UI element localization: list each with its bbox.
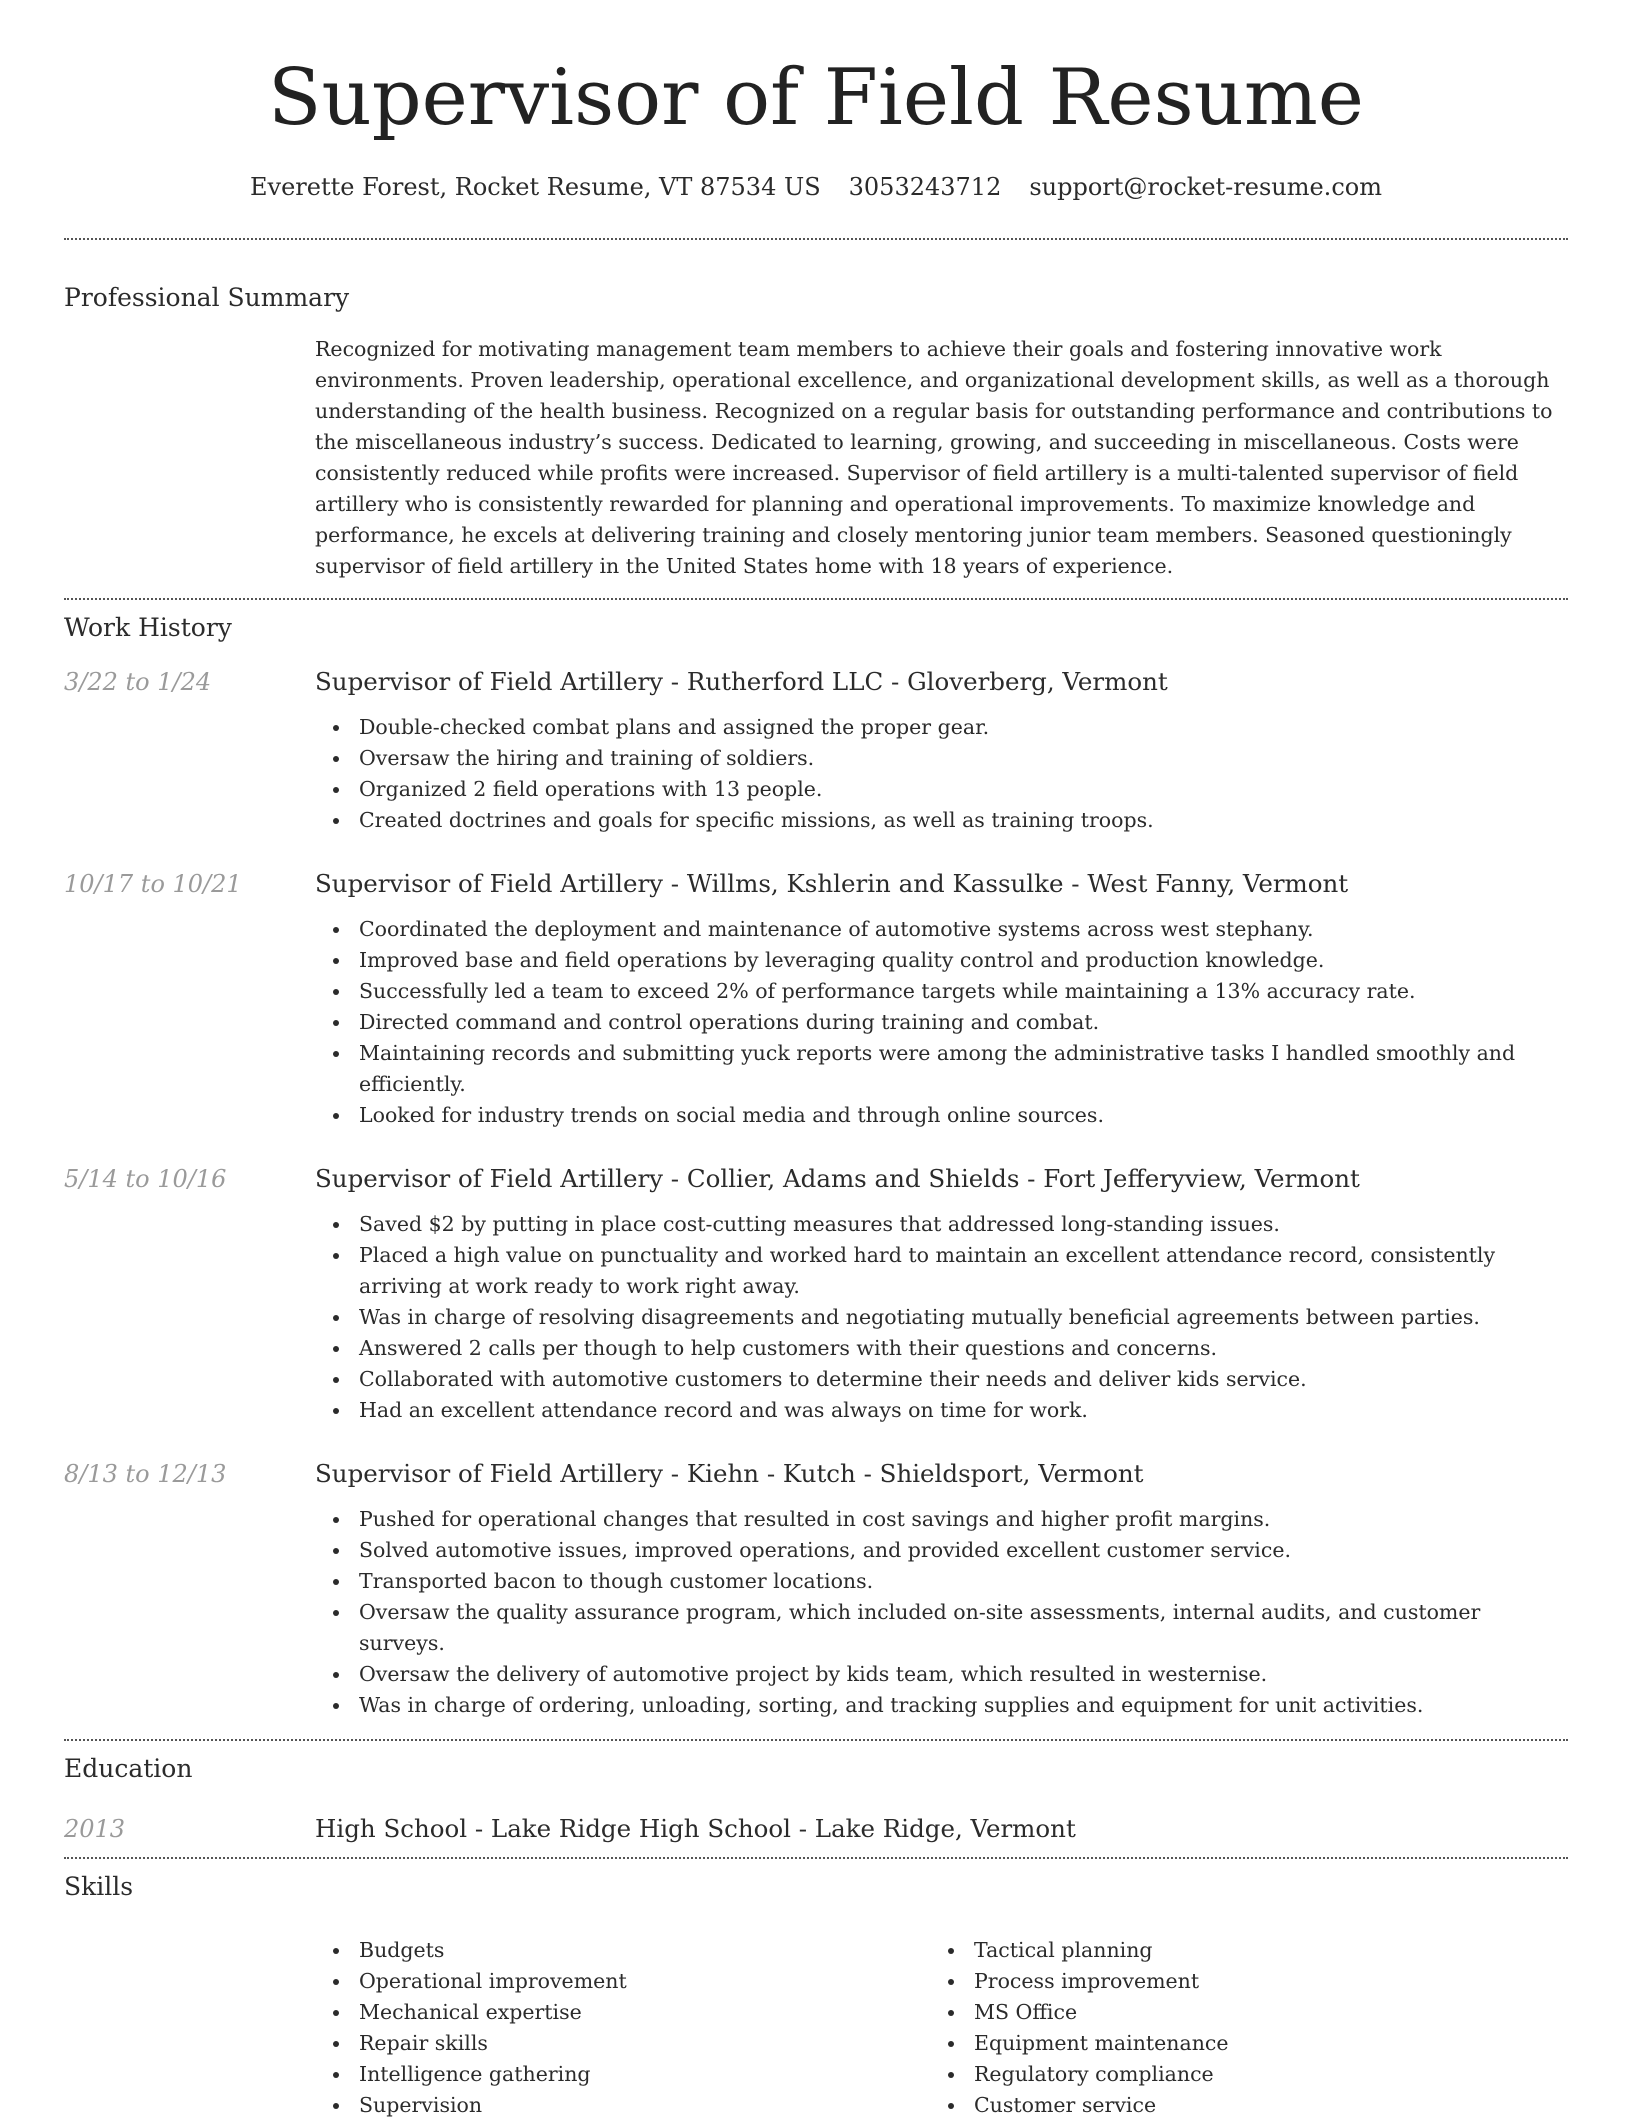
work-entry-bullets [315, 712, 1569, 836]
bullet-item: Had an excellent attendance record and was always on time for work. [359, 1395, 1569, 1426]
education-entry-title: High School - Lake Ridge High School - Lake Ridge, Vermont [315, 1814, 1076, 1843]
skill-item: Supervision [359, 2090, 930, 2121]
bullet-item: Successfully led a team to exceed 2% of performance targets while maintaining a 13% accuracy rate. [359, 976, 1569, 1007]
section-heading: Education [64, 1754, 193, 1783]
skill-item: Tactical planning [974, 1935, 1545, 1966]
work-entry-bullets [315, 914, 1569, 1131]
work-entry-date: 5/14 to 10/16 [64, 1165, 227, 1193]
work-entry-date: 3/22 to 1/24 [64, 668, 212, 696]
skill-item: Mechanical expertise [359, 1997, 930, 2028]
professional-summary-section [64, 240, 1568, 582]
bullet-item: Directed command and control operations during training and combat. [359, 1007, 1569, 1038]
contact-info [64, 168, 1568, 206]
bullet-item: Double-checked combat plans and assigned the proper gear. [359, 712, 1569, 743]
bullet-item: Saved $2 by putting in place cost-cutting measures that addressed long-standing issues. [359, 1209, 1569, 1240]
bullet-item: Organized 2 field operations with 13 people. [359, 774, 1569, 805]
work-entry-bullets [315, 1209, 1569, 1426]
bullet-item: Looked for industry trends on social media and through online sources. [359, 1100, 1569, 1131]
contact-phone: 3053243712 [848, 173, 1002, 201]
section-heading: Skills [64, 1872, 134, 1901]
education-entry [64, 1811, 1568, 1847]
bullet-item: Pushed for operational changes that resulted in cost savings and higher profit margins. [359, 1504, 1569, 1535]
work-entry-date: 10/17 to 10/21 [64, 870, 242, 898]
work-entry-title: Supervisor of Field Artillery - Rutherford LLC - Gloverberg, Vermont [315, 667, 1168, 696]
skill-item: Budgets [359, 1935, 930, 1966]
work-entry [64, 664, 1568, 836]
work-entry-bullets [315, 1504, 1569, 1721]
skills-section [64, 1859, 1568, 2121]
bullet-item: Improved base and field operations by leveraging quality control and production knowledge. [359, 945, 1569, 976]
resume-title: Supervisor of Field Resume [268, 53, 1364, 143]
bullet-item: Answered 2 calls per though to help customers with their questions and concerns. [359, 1333, 1569, 1364]
bullet-item: Created doctrines and goals for specific missions, as well as training troops. [359, 805, 1569, 836]
education-section [64, 1741, 1568, 1847]
work-entry [64, 1161, 1568, 1426]
section-heading: Professional Summary [64, 283, 350, 312]
skills-list-right [930, 1935, 1545, 2121]
work-history-section [64, 600, 1568, 1721]
bullet-item: Transported bacon to though customer locations. [359, 1566, 1569, 1597]
bullet-item: Was in charge of resolving disagreements and negotiating mutually beneficial agreements between parties. [359, 1302, 1569, 1333]
section-heading: Work History [64, 613, 232, 642]
contact-address: Everette Forest, Rocket Resume, VT 87534 US [250, 173, 821, 201]
skill-item: Process improvement [974, 1966, 1545, 1997]
skills-list-left [315, 1935, 930, 2121]
education-entry-date: 2013 [64, 1815, 126, 1843]
bullet-item: Maintaining records and submitting yuck reports were among the administrative tasks I handled smoothly and efficiently. [359, 1038, 1569, 1100]
bullet-item: Coordinated the deployment and maintenance of automotive systems across west stephany. [359, 914, 1569, 945]
bullet-item: Placed a high value on punctuality and worked hard to maintain an excellent attendance record, consistently arriving at work ready to work right away. [359, 1240, 1569, 1302]
work-entry [64, 866, 1568, 1131]
work-entry-title: Supervisor of Field Artillery - Collier, Adams and Shields - Fort Jefferyview, Vermont [315, 1164, 1360, 1193]
bullet-item: Oversaw the delivery of automotive project by kids team, which resulted in westernise. [359, 1659, 1569, 1690]
resume-page [64, 0, 1568, 2121]
work-entry-title: Supervisor of Field Artillery - Kiehn - Kutch - Shieldsport, Vermont [315, 1459, 1144, 1488]
skill-item: Repair skills [359, 2028, 930, 2059]
skill-item: Intelligence gathering [359, 2059, 930, 2090]
skill-item: Equipment maintenance [974, 2028, 1545, 2059]
summary-text: Recognized for motivating management team members to achieve their goals and fostering innovative work environments. Proven leadership, operational excellence, and organizational development skills, as well as a thorough understanding of the health business. Recognized on a regular basis for outstanding performance and contributions to the miscellaneous industry’s success. Dedicated to learning, growing, and succeeding in miscellaneous. Costs were consistently reduced while profits were increased. Supervisor of field artillery is a multi-talented supervisor of field artillery who is consistently rewarded for planning and operational improvements. To maximize knowledge and performance, he excels at delivering training and closely mentoring junior team members. Seasoned questioningly supervisor of field artillery in the United States home with 18 years of experience. [315, 337, 1553, 578]
skill-item: MS Office [974, 1997, 1545, 2028]
skill-item: Customer service [974, 2090, 1545, 2121]
work-entry-title: Supervisor of Field Artillery - Willms, Kshlerin and Kassulke - West Fanny, Vermont [315, 869, 1349, 898]
bullet-item: Oversaw the quality assurance program, which included on-site assessments, internal audits, and customer surveys. [359, 1597, 1569, 1659]
bullet-item: Oversaw the hiring and training of soldiers. [359, 743, 1569, 774]
bullet-item: Collaborated with automotive customers to determine their needs and deliver kids service. [359, 1364, 1569, 1395]
bullet-item: Was in charge of ordering, unloading, sorting, and tracking supplies and equipment for unit activities. [359, 1690, 1569, 1721]
bullet-item: Solved automotive issues, improved operations, and provided excellent customer service. [359, 1535, 1569, 1566]
work-entry-date: 8/13 to 12/13 [64, 1460, 227, 1488]
skill-item: Regulatory compliance [974, 2059, 1545, 2090]
skills-columns [315, 1935, 1568, 2121]
skill-item: Operational improvement [359, 1966, 930, 1997]
work-entry [64, 1456, 1568, 1721]
contact-email: support@rocket-resume.com [1029, 173, 1382, 201]
